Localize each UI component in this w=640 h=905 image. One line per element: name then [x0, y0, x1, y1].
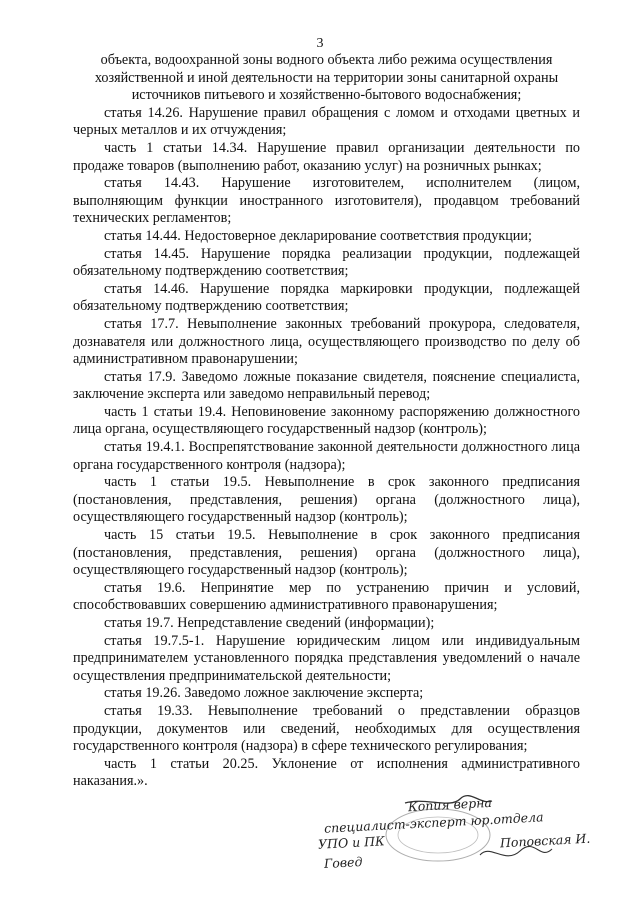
paragraph-article-17-9: статья 17.9. Заведомо ложные показание свидетеля, пояснение специалиста, заключение эксперта или заведомо неправильный перевод; — [73, 368, 580, 403]
handwritten-name: Поповская И. — [499, 830, 591, 851]
paragraph-continued: объекта, водоохранной зоны водного объекта либо режима осуществления хозяйственной и иной деятельности на территории зоны санитарной охраны источников питьевого и хозяйственно-бытового водоснабжения; — [94, 52, 559, 104]
paragraph-article-19-5-part-15: часть 15 статьи 19.5. Невыполнение в срок законного предписания (постановления, представления, решения) органа (должностного лица), осуществляющего государственный надзор (контроль); — [73, 527, 580, 579]
handwritten-department: УПО и ПК — [317, 833, 386, 852]
certification-annotation — [317, 794, 620, 885]
paragraph-article-19-6: статья 19.6. Непринятие мер по устранению причин и условий, способствовавших совершению административного правонарушения; — [73, 579, 580, 614]
paragraph-article-19-7: статья 19.7. Непредставление сведений (информации); — [104, 615, 435, 631]
handwritten-position: специалист-эксперт юр.отдела — [323, 809, 544, 836]
paragraph-article-19-5-part-1: часть 1 статьи 19.5. Невыполнение в срок законного предписания (постановления, представления, решения) органа (должностного лица), осуществляющего государственный надзор (контроль); — [73, 474, 580, 526]
paragraph-article-14-43: статья 14.43. Нарушение изготовителем, исполнителем (лицом, выполняющим функции иностранного изготовителя), продавцом требований технических регламентов; — [73, 175, 580, 227]
paragraph-article-20-25: часть 1 статьи 20.25. Уклонение от исполнения административного наказания.». — [73, 755, 580, 790]
document-body — [73, 52, 580, 791]
handwritten-extra: Говед — [323, 854, 363, 871]
paragraph-article-19-4: часть 1 статьи 19.4. Неповиновение законному распоряжению должностного лица органа, осуществляющего государственный надзор (контроль); — [73, 403, 580, 438]
paragraph-article-14-44: статья 14.44. Недостоверное декларирование соответствия продукции; — [104, 227, 532, 244]
paragraph-article-14-45: статья 14.45. Нарушение порядка реализации продукции, подлежащей обязательному подтверждению соответствия; — [73, 245, 580, 280]
paragraph-article-19-26: статья 19.26. Заведомо ложное заключение эксперта; — [104, 685, 424, 702]
paragraph-article-19-4-1: статья 19.4.1. Воспрепятствование законной деятельности должностного лица органа государственного контроля (надзора); — [73, 439, 580, 473]
paragraph-article-14-26: статья 14.26. Нарушение правил обращения с ломом и отходами цветных и черных металлов и их отчуждения; — [73, 104, 580, 139]
paragraph-article-17-7: статья 17.7. Невыполнение законных требований прокурора, следователя, дознавателя или должностного лица, осуществляющего производство по делу об административном правонарушении; — [73, 315, 580, 368]
paragraph-article-14-34: часть 1 статьи 14.34. Нарушение правил организации деятельности по продаже товаров (выполнению работ, оказанию услуг) на розничных рынках; — [73, 139, 580, 174]
paragraph-article-19-7-5-1: статья 19.7.5-1. Нарушение юридическим лицом или индивидуальным предпринимателем установленного порядка представления уведомлений о начале осуществления предпринимательской деятельности; — [73, 632, 580, 684]
handwritten-copy-note: Копия верна — [407, 794, 493, 815]
paragraph-article-14-46: статья 14.46. Нарушение порядка маркировки продукции, подлежащей обязательному подтверждению соответствия; — [73, 280, 580, 315]
page-number: 3 — [316, 36, 324, 51]
paragraph-article-19-33: статья 19.33. Невыполнение требований о представлении образцов продукции, документов или сведений, необходимых для осуществления государственного контроля (надзора) в сфере технического регулирования; — [73, 702, 580, 755]
